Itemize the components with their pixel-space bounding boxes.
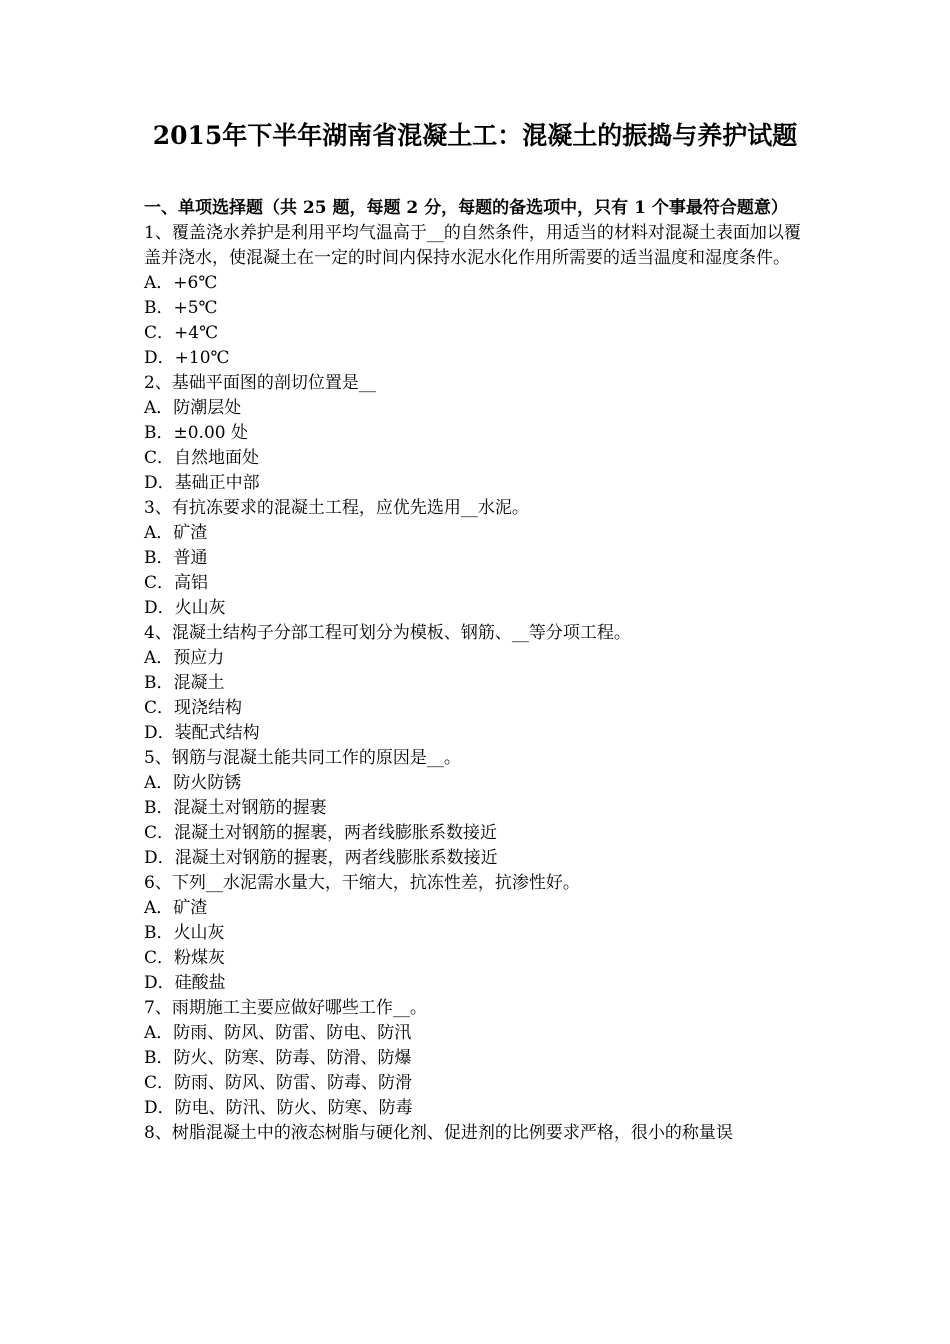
option-d: D．基础正中部: [144, 473, 260, 493]
question-8: [144, 1121, 808, 1146]
option-d: D．+10℃: [144, 348, 230, 368]
question-4: [144, 621, 808, 746]
document-body: [144, 196, 808, 1146]
option-c: C．粉煤灰: [144, 948, 226, 968]
question-stem: 1、覆盖浇水养护是利用平均气温高于__的自然条件，用适当的材料对混凝土表面加以覆盖并浇水，使混凝土在一定的时间内保持水泥水化作用所需要的适当温度和湿度条件。: [144, 223, 801, 268]
question-3: [144, 496, 808, 621]
option-c: C．自然地面处: [144, 448, 260, 468]
question-5: [144, 746, 808, 871]
option-a: A．防潮层处: [144, 398, 242, 418]
option-c: C．防雨、防风、防雷、防毒、防滑: [144, 1073, 413, 1093]
option-a: A．防火防锈: [144, 773, 242, 793]
option-b: B．混凝土对钢筋的握裹: [144, 798, 327, 818]
option-b: B．+5℃: [144, 298, 218, 318]
option-d: D．混凝土对钢筋的握裹，两者线膨胀系数接近: [144, 848, 498, 868]
option-a: A．+6℃: [144, 273, 218, 293]
question-stem: 4、混凝土结构子分部工程可划分为模板、钢筋、__等分项工程。: [144, 623, 631, 643]
question-stem: 7、雨期施工主要应做好哪些工作__。: [144, 998, 427, 1018]
option-d: D．装配式结构: [144, 723, 260, 743]
option-d: D．防电、防汛、防火、防寒、防毒: [144, 1098, 413, 1118]
option-a: A．防雨、防风、防雷、防电、防汛: [144, 1023, 412, 1043]
page-title: 2015年下半年湖南省混凝土工：混凝土的振捣与养护试题: [152, 121, 798, 150]
option-a: A．矿渣: [144, 898, 208, 918]
option-a: A．预应力: [144, 648, 225, 668]
question-stem: 3、有抗冻要求的混凝土工程，应优先选用__水泥。: [144, 498, 529, 518]
option-d: D．硅酸盐: [144, 973, 226, 993]
question-stem: 6、下列__水泥需水量大，干缩大，抗冻性差，抗渗性好。: [144, 873, 580, 893]
option-c: C．现浇结构: [144, 698, 243, 718]
option-b: B．混凝土: [144, 673, 225, 693]
option-a: A．矿渣: [144, 523, 208, 543]
question-7: [144, 996, 808, 1121]
option-c: C．高铝: [144, 573, 209, 593]
option-b: B．防火、防寒、防毒、防滑、防爆: [144, 1048, 412, 1068]
option-d: D．火山灰: [144, 598, 226, 618]
question-2: [144, 371, 808, 496]
option-b: B．火山灰: [144, 923, 225, 943]
option-c: C．+4℃: [144, 323, 219, 343]
option-c: C．混凝土对钢筋的握裹，两者线膨胀系数接近: [144, 823, 498, 843]
section-heading: 一、单项选择题（共 25 题，每题 2 分，每题的备选项中，只有 1 个事最符合题意）: [144, 198, 788, 218]
question-stem: 5、钢筋与混凝土能共同工作的原因是__。: [144, 748, 461, 768]
option-b: B．±0.00 处: [144, 423, 248, 443]
question-1: [144, 221, 808, 371]
question-stem: 2、基础平面图的剖切位置是__: [144, 373, 376, 393]
question-stem: 8、树脂混凝土中的液态树脂与硬化剂、促进剂的比例要求严格，很小的称量误: [144, 1123, 733, 1143]
option-b: B．普通: [144, 548, 208, 568]
question-6: [144, 871, 808, 996]
